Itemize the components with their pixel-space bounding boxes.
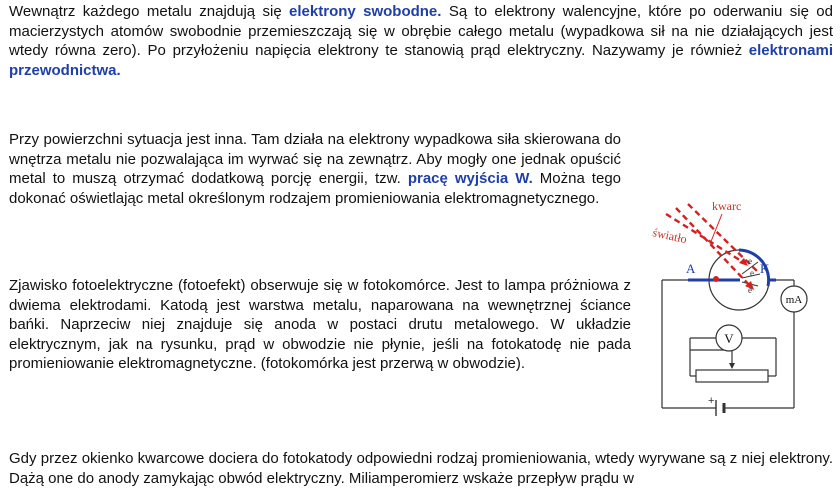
- label-electron: e: [750, 268, 754, 278]
- highlight-conduction-electrons: elektronami przewodnictwa.: [9, 42, 833, 79]
- battery-plus-label: +: [708, 395, 715, 407]
- paragraph-text: Przy powierzchni sytuacja jest inna. Tam działa na elektrony wypadkowa siła skierowana do wnętrza metalu nie pozwalająca im wyrwać się na zewnątrz. Aby mogły one jednak opuścić metal to muszą otrzymać dodatkową porcję energii, tzw.: [9, 131, 621, 187]
- paragraph-free-electrons: [9, 2, 833, 80]
- paragraph-photoeffect: [9, 276, 631, 374]
- label-voltmeter: V: [724, 331, 734, 346]
- potentiometer-resistor: [696, 370, 768, 382]
- slider-arrow-icon: [729, 363, 735, 369]
- anode-dot: [713, 276, 719, 282]
- label-electron: e: [748, 285, 752, 295]
- paragraph-surface: [9, 130, 621, 208]
- light-ray-2: [676, 208, 752, 288]
- highlight-work-function: pracę wyjścia W.: [407, 170, 533, 187]
- label-milliammeter: mA: [785, 294, 803, 306]
- label-anode: A: [686, 261, 696, 276]
- paragraph-text: Są to elektrony walencyjne, które po oderwaniu się od macierzystych atomów swobodnie przemieszczają się w obrębie całego metalu (wypadkowa sił na nie działających jest wtedy równa zero). Po przyłożeniu napięcia elektrony te stanowią prąd elektryczny. Nazywamy je również: [9, 3, 833, 59]
- label-kwarc: kwarc: [712, 199, 742, 213]
- paragraph-text: Zjawisko fotoelektryczne (fotoefekt) obserwuje się w fotokomórce. Jest to lampa próżniowa z dwiema elektrodami. Katodą jest warstwa metalu, naparowana na wewnętrznej ściance bańki. Naprzeciw niej znajduje się anoda w postaci drutu metalowego. W układzie elektrycznym, jak na rysunku, prąd w obwodzie nie płynie, jeśli na fotokatodę nie pada promieniowanie elektromagnetyczne. (fotokomórka jest przerwą w obwodzie).: [9, 277, 631, 372]
- highlight-free-electrons: elektrony swobodne.: [289, 3, 442, 20]
- label-electron: e: [748, 256, 752, 266]
- kwarc-pointer: [710, 214, 722, 244]
- label-cathode: K: [760, 261, 770, 276]
- paragraph-text: Gdy przez okienko kwarcowe dociera do fotokatody odpowiedni rodzaj promieniowania, wtedy wyrywane są z niej elektrony. Dążą one do anody zamykając obwód elektryczny. Miliamperomierz wskaże przepływ prądu w: [9, 450, 833, 487]
- paragraph-text: Można tego dokonać oświetlając metal określonym rodzajem promieniowania elektromagnetycznego.: [9, 170, 622, 207]
- paragraph-text: Wewnątrz każdego metalu znajdują się: [9, 3, 290, 20]
- photocell-circuit-diagram: [636, 190, 836, 426]
- paragraph-radiation: [9, 449, 833, 488]
- label-swiatlo: światło: [651, 225, 689, 247]
